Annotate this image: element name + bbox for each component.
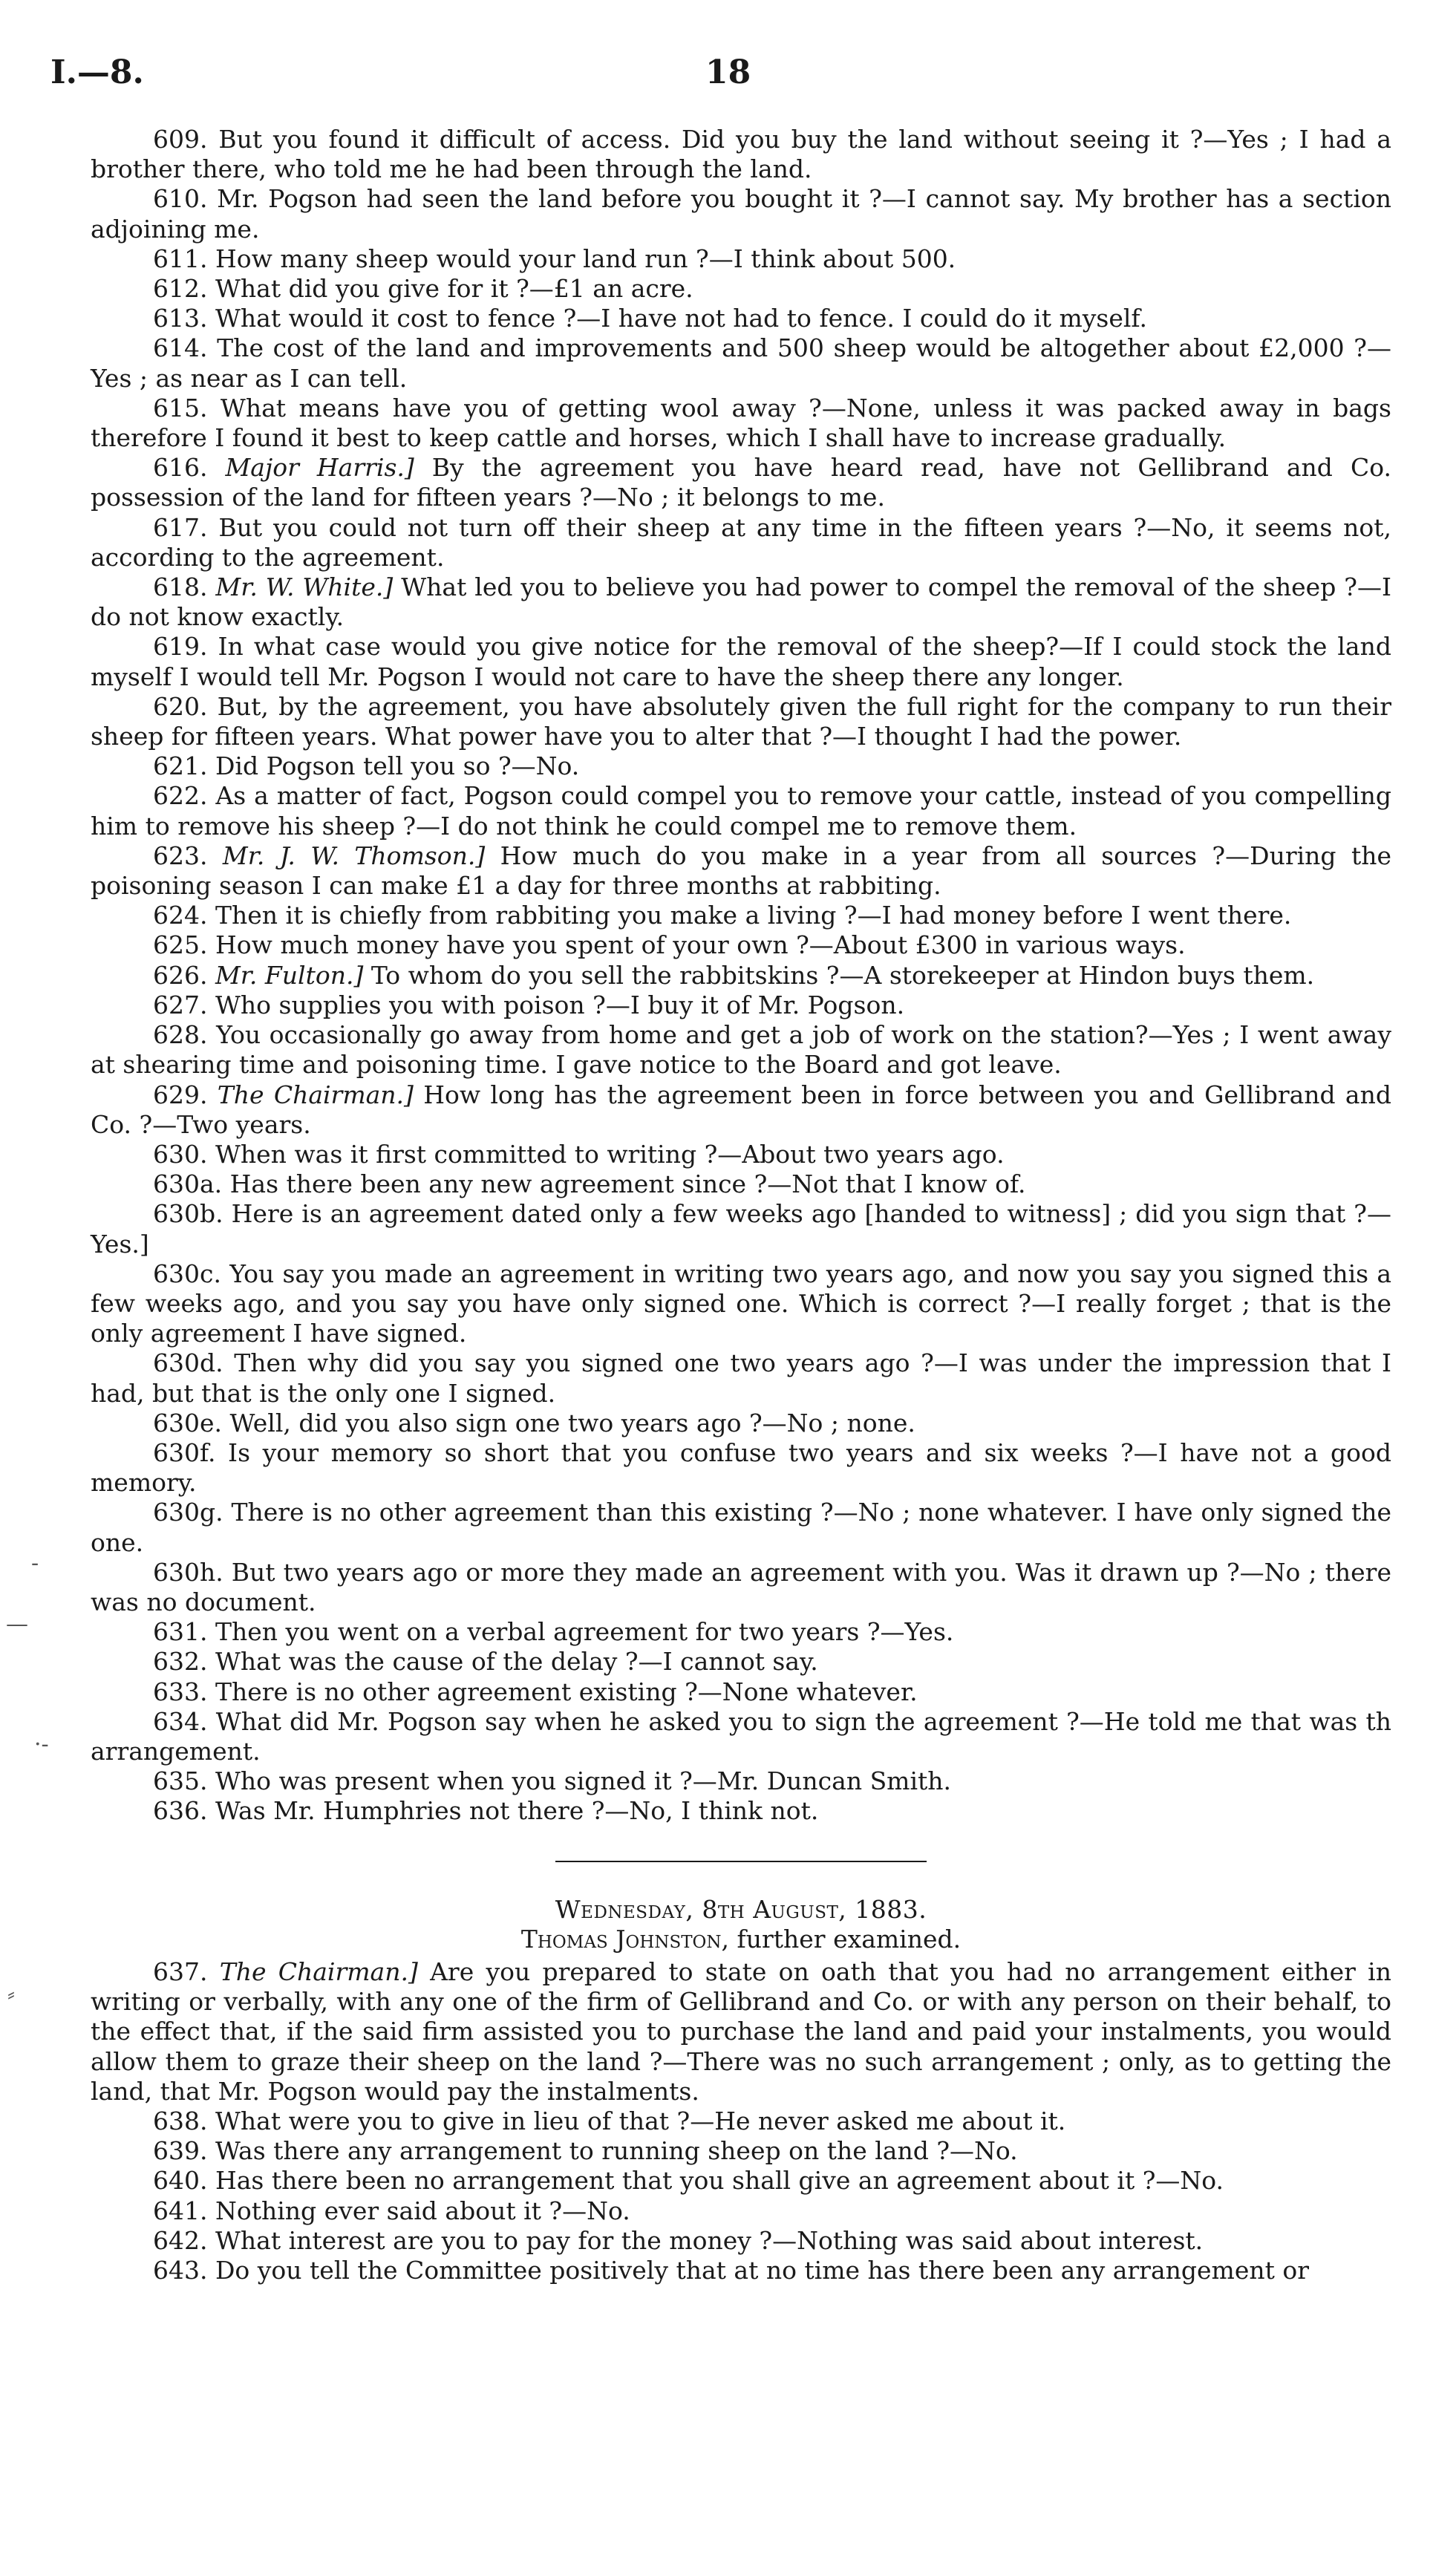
question-number: 641.	[153, 2196, 208, 2225]
evidence-paragraph	[91, 1766, 1391, 1796]
question-number: 630a.	[153, 1169, 223, 1199]
question-number: 636.	[153, 1796, 208, 1826]
question-number: 616.	[153, 453, 208, 483]
question-answer-text: Did Pogson tell you so ?—No.	[207, 751, 580, 781]
question-number: 634.	[153, 1706, 208, 1736]
question-number: 631.	[153, 1617, 208, 1647]
evidence-paragraph	[91, 333, 1391, 393]
speaker-name: The Chairman.]	[207, 1957, 418, 1986]
evidence-paragraph	[91, 1020, 1391, 1080]
question-number: 629.	[153, 1080, 208, 1109]
question-answer-text: Is your memory so short that you confuse two years and six weeks ?—I have not a good memory.	[91, 1437, 1391, 1498]
question-answer-text: Who supplies you with poison ?—I buy it of Mr. Pogson.	[207, 990, 905, 1019]
speaker-name: Major Harris.]	[207, 453, 414, 483]
evidence-paragraph	[91, 692, 1391, 751]
question-number: 630d.	[153, 1348, 223, 1378]
question-answer-text: What led you to believe you had power to compel the removal of the sheep ?—I do not know exactly.	[91, 572, 1392, 632]
question-answer-text: Has there been any new agreement since ?—Not that I know of.	[222, 1169, 1026, 1199]
question-number: 630c.	[153, 1259, 221, 1288]
witness-heading	[91, 1925, 1391, 1954]
evidence-paragraph	[91, 1199, 1391, 1259]
evidence-paragraph	[91, 184, 1391, 244]
question-answer-text: When was it first committed to writing ?—About two years ago.	[207, 1139, 1005, 1169]
question-number: 614.	[153, 333, 208, 363]
evidence-paragraph	[91, 781, 1391, 841]
speaker-name: The Chairman.]	[207, 1080, 414, 1109]
examination-part-1	[91, 125, 1391, 1827]
paper-reference: I.—8.	[50, 53, 144, 91]
question-answer-text: You say you made an agreement in writing two years ago, and now you say you signed this a few weeks ago, and you say you have only signed one. Which is correct ?—I really forget ; that is the only agreement I have signed.	[91, 1259, 1391, 1348]
page-header	[0, 53, 1456, 98]
question-answer-text: What interest are you to pay for the money ?—Nothing was said about interest.	[207, 2225, 1204, 2255]
question-answer-text: Who was present when you signed it ?—Mr. Duncan Smith.	[207, 1766, 952, 1796]
evidence-paragraph	[91, 304, 1391, 333]
evidence-paragraph	[91, 1348, 1391, 1408]
margin-mark: ·-	[34, 1732, 49, 1758]
question-number: 628.	[153, 1020, 208, 1050]
question-number: 630.	[153, 1139, 208, 1169]
question-answer-text: By the agreement you have heard read, have not Gellibrand and Co. possession of the land for fifteen years ?—No ; it belongs to me.	[91, 453, 1391, 512]
question-answer-text: Are you prepared to state on oath that you had no arrangement either in writing or verbally, with any one of the firm of Gellibrand and Co. or with any person on their behalf, to the effect that, if the said firm assisted you to purchase the land and paid your instalments, you would allow them to graze their sheep on the land ?—There was no such arrangement ; only, as to getting the land, that Mr. Pogson would pay the instalments.	[91, 1957, 1391, 2106]
evidence-paragraph	[91, 1140, 1391, 1169]
evidence-paragraph	[91, 841, 1391, 901]
question-answer-text: How many sheep would your land run ?—I think about 500.	[207, 244, 956, 273]
evidence-paragraph	[91, 1558, 1391, 1617]
evidence-paragraph	[91, 2166, 1391, 2196]
question-number: 630e.	[153, 1408, 223, 1437]
question-number: 630f.	[153, 1437, 216, 1467]
question-answer-text: Here is an agreement dated only a few weeks ago [handed to witness] ; did you sign that ?—Yes.]	[91, 1199, 1391, 1259]
evidence-paragraph	[91, 1409, 1391, 1438]
question-answer-text: There is no other agreement existing ?—None whatever.	[207, 1677, 918, 1706]
question-answer-text: As a matter of fact, Pogson could compel you to remove your cattle, instead of you compelling him to remove his sheep ?—I do not think he could compel me to remove them.	[91, 781, 1391, 841]
question-answer-text: Nothing ever said about it ?—No.	[207, 2196, 630, 2225]
evidence-paragraph	[91, 1617, 1391, 1647]
evidence-paragraph	[91, 1707, 1391, 1766]
evidence-paragraph	[91, 901, 1391, 930]
question-answer-text: Do you tell the Committee positively that at no time has there been any arrangement or	[207, 2256, 1310, 2285]
question-number: 625.	[153, 930, 208, 960]
evidence-paragraph	[91, 1169, 1391, 1199]
question-number: 630g.	[153, 1498, 223, 1527]
witness-name: Thomas Johnston,	[520, 1924, 730, 1954]
question-answer-text: What would it cost to fence ?—I have not had to fence. I could do it myself.	[207, 304, 1147, 333]
question-number: 623.	[153, 841, 208, 870]
question-number: 639.	[153, 2136, 208, 2166]
speaker-name: Mr. J. W. Thomson.]	[207, 841, 486, 870]
margin-mark: ⸗	[7, 1981, 15, 2007]
evidence-paragraph	[91, 572, 1391, 632]
page-number: 18	[705, 53, 751, 91]
evidence-paragraph	[91, 1957, 1391, 2106]
evidence-paragraph	[91, 2226, 1391, 2256]
speaker-name: Mr. W. White.]	[207, 572, 394, 602]
question-answer-text: What did Mr. Pogson say when he asked you to sign the agreement ?—He told me that was th arrangement.	[91, 1706, 1391, 1766]
question-answer-text: What did you give for it ?—£1 an acre.	[207, 274, 693, 304]
question-number: 630b.	[153, 1199, 223, 1229]
question-number: 615.	[153, 393, 208, 422]
question-number: 638.	[153, 2106, 208, 2135]
evidence-paragraph	[91, 274, 1391, 304]
question-number: 622.	[153, 781, 208, 811]
evidence-paragraph	[91, 453, 1391, 512]
question-number: 613.	[153, 304, 208, 333]
question-answer-text: Has there been no arrangement that you shall give an agreement about it ?—No.	[207, 2166, 1224, 2196]
question-answer-text: How long has the agreement been in force between you and Gellibrand and Co. ?—Two years.	[91, 1080, 1391, 1139]
evidence-paragraph	[91, 2196, 1391, 2226]
question-answer-text: What were you to give in lieu of that ?—He never asked me about it.	[207, 2106, 1066, 2135]
examination-part-2	[91, 1957, 1391, 2285]
question-number: 627.	[153, 990, 208, 1019]
question-answer-text: What was the cause of the delay ?—I cannot say.	[207, 1647, 818, 1677]
question-number: 642.	[153, 2225, 208, 2255]
evidence-paragraph	[91, 2136, 1391, 2166]
evidence-paragraph	[91, 2106, 1391, 2136]
evidence-paragraph	[91, 125, 1391, 184]
question-number: 626.	[153, 960, 208, 990]
evidence-paragraph	[91, 961, 1391, 991]
evidence-paragraph	[91, 1498, 1391, 1557]
evidence-paragraph	[91, 1259, 1391, 1349]
evidence-body	[91, 125, 1391, 2285]
question-answer-text: But, by the agreement, you have absolutely given the full right for the company to run their sheep for fifteen years. What power have you to alter that ?—I thought I had the power.	[91, 691, 1391, 751]
question-answer-text: Well, did you also sign one two years ago ?—No ; none.	[222, 1408, 915, 1437]
evidence-paragraph	[91, 1677, 1391, 1707]
evidence-paragraph	[91, 991, 1391, 1020]
evidence-paragraph	[91, 751, 1391, 781]
question-number: 617.	[153, 512, 208, 542]
question-answer-text: But you could not turn off their sheep at any time in the fifteen years ?—No, it seems not, according to the agreement.	[91, 512, 1391, 572]
question-number: 620.	[153, 691, 208, 721]
question-answer-text: Was there any arrangement to running sheep on the land ?—No.	[207, 2136, 1018, 2166]
question-answer-text: Then why did you say you signed one two years ago ?—I was under the impression that I had, but that is the only one I signed.	[91, 1348, 1391, 1408]
question-number: 612.	[153, 274, 208, 304]
question-answer-text: Then you went on a verbal agreement for two years ?—Yes.	[207, 1617, 954, 1647]
evidence-paragraph	[91, 1796, 1391, 1826]
question-answer-text: In what case would you give notice for the removal of the sheep?—If I could stock the land myself I would tell Mr. Pogson I would not care to have the sheep there any longer.	[91, 632, 1391, 691]
question-answer-text: There is no other agreement than this existing ?—No ; none whatever. I have only signed the one.	[91, 1498, 1391, 1557]
evidence-paragraph	[91, 513, 1391, 572]
question-number: 610.	[153, 184, 208, 214]
question-number: 640.	[153, 2166, 208, 2196]
question-answer-text: But you found it difficult of access. Did you buy the land without seeing it ?—Yes ; I had a brother there, who told me he had been through the land.	[91, 125, 1391, 184]
question-answer-text: The cost of the land and improvements and 500 sheep would be altogether about £2,000 ?—Yes ; as near as I can tell.	[91, 333, 1391, 393]
question-number: 609.	[153, 125, 208, 154]
speaker-name: Mr. Fulton.]	[207, 960, 364, 990]
evidence-paragraph	[91, 244, 1391, 274]
question-answer-text: But two years ago or more they made an agreement with you. Was it drawn up ?—No ; there was no document.	[91, 1557, 1391, 1616]
section-divider	[555, 1861, 927, 1862]
question-answer-text: How much do you make in a year from all sources ?—During the poisoning season I can make £1 a day for three months at rabbiting.	[91, 841, 1391, 901]
evidence-paragraph	[91, 930, 1391, 960]
evidence-paragraph	[91, 394, 1391, 453]
question-answer-text: Mr. Pogson had seen the land before you bought it ?—I cannot say. My brother has a section adjoining me.	[91, 184, 1391, 244]
witness-note: further examined.	[729, 1924, 962, 1954]
question-number: 630h.	[153, 1557, 223, 1587]
question-number: 635.	[153, 1766, 208, 1796]
question-number: 621.	[153, 751, 208, 781]
question-answer-text: Then it is chiefly from rabbiting you make a living ?—I had money before I went there.	[207, 901, 1292, 930]
question-answer-text: Was Mr. Humphries not there ?—No, I think not.	[207, 1796, 819, 1826]
evidence-paragraph	[91, 1438, 1391, 1498]
hearing-date: Wednesday, 8th August, 1883.	[555, 1894, 927, 1924]
margin-mark: —	[6, 1611, 28, 1637]
question-number: 624.	[153, 901, 208, 930]
question-answer-text: To whom do you sell the rabbitskins ?—A storekeeper at Hindon buys them.	[363, 960, 1315, 990]
question-number: 618.	[153, 572, 208, 602]
question-number: 643.	[153, 2256, 208, 2285]
evidence-paragraph	[91, 1080, 1391, 1140]
question-number: 611.	[153, 244, 208, 273]
question-number: 633.	[153, 1677, 208, 1706]
evidence-paragraph	[91, 2256, 1391, 2285]
margin-mark: -	[31, 1550, 39, 1576]
question-answer-text: What means have you of getting wool away ?—None, unless it was packed away in bags therefore I found it best to keep cattle and horses, which I shall have to increase gradually.	[91, 393, 1391, 453]
question-answer-text: You occasionally go away from home and get a job of work on the station?—Yes ; I went away at shearing time and poisoning time. I gave notice to the Board and got leave.	[91, 1020, 1391, 1080]
question-number: 619.	[153, 632, 208, 662]
question-number: 632.	[153, 1647, 208, 1677]
evidence-paragraph	[91, 632, 1391, 691]
question-number: 637.	[153, 1957, 208, 1986]
question-answer-text: How much money have you spent of your own ?—About £300 in various ways.	[207, 930, 1186, 960]
evidence-paragraph	[91, 1647, 1391, 1677]
